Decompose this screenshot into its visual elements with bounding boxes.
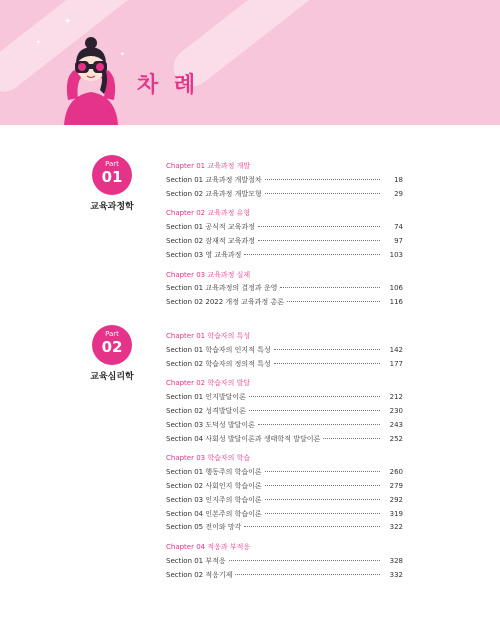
leader-dots	[244, 254, 380, 255]
section-title: Section 01 교육과정 개발절차	[166, 175, 262, 184]
binoculars-figure-illustration	[52, 30, 130, 125]
toc-entry[interactable]	[166, 466, 403, 480]
toc-entry[interactable]	[166, 419, 403, 433]
page-number: 177	[389, 359, 403, 368]
page-number: 29	[394, 189, 403, 198]
toc-entry[interactable]	[166, 391, 403, 405]
leader-dots	[280, 287, 380, 288]
toc-part-02	[166, 330, 403, 583]
part-title: 교육과정학	[90, 202, 134, 212]
page-title: 차 례	[137, 73, 200, 98]
section-title: Section 02 교육과정 개발모형	[166, 189, 262, 198]
leader-dots	[265, 179, 380, 180]
toc-entry[interactable]	[166, 521, 403, 535]
section-title: Section 01 학습자의 인지적 특성	[166, 345, 271, 354]
page-number: 260	[389, 468, 403, 477]
leader-dots	[274, 349, 380, 350]
part-title: 교육심리학	[90, 372, 134, 382]
section-title: Section 02 사회인지 학습이론	[166, 481, 262, 490]
star-icon: ✦	[64, 17, 72, 27]
toc-entry[interactable]	[166, 188, 403, 202]
chapter-heading[interactable]: Chapter 01 학습자의 특성	[166, 332, 251, 340]
page-number: 103	[389, 250, 403, 259]
leader-dots	[229, 560, 380, 561]
page-number: 106	[389, 284, 403, 293]
toc-entry[interactable]	[166, 344, 403, 358]
page-number: 18	[394, 175, 403, 184]
page-header	[0, 0, 500, 125]
part-label: Part	[105, 160, 119, 168]
page-number: 328	[389, 556, 403, 565]
leader-dots	[274, 363, 380, 364]
part-badge	[92, 155, 132, 195]
page-number: 319	[389, 509, 403, 518]
section-title: Section 03 도덕성 발달이론	[166, 420, 255, 429]
section-title: Section 02 성격발달이론	[166, 406, 246, 415]
page-number: 292	[389, 495, 403, 504]
toc-entry[interactable]	[166, 569, 403, 583]
part-label: Part	[105, 330, 119, 338]
section-title: Section 02 2022 개정 교육과정 총론	[166, 298, 284, 307]
section-title: Section 01 인지발달이론	[166, 393, 246, 402]
toc-entry[interactable]	[166, 433, 403, 447]
section-title: Section 01 행동주의 학습이론	[166, 468, 262, 477]
leader-dots	[258, 226, 380, 227]
chapter-heading[interactable]: Chapter 03 교육과정 실제	[166, 270, 251, 279]
chapter-heading[interactable]: Chapter 02 교육과정 유형	[166, 209, 251, 218]
leader-dots	[265, 485, 380, 486]
section-title: Section 01 공식적 교육과정	[166, 223, 255, 232]
page-number: 230	[389, 406, 403, 415]
toc-entry[interactable]	[166, 282, 403, 296]
toc-part-01	[166, 160, 403, 310]
leader-dots	[265, 499, 380, 500]
section-title: Section 01 교육과정의 결정과 운영	[166, 284, 278, 293]
toc-entry[interactable]	[166, 249, 403, 263]
toc-entry[interactable]	[166, 296, 403, 310]
leader-dots	[265, 471, 380, 472]
section-title: Section 02 잠재적 교육과정	[166, 236, 255, 245]
section-title: Section 01 부적응	[166, 556, 226, 565]
chapter-heading[interactable]: Chapter 04 적응과 부적응	[166, 543, 251, 552]
section-title: Section 04 인본주의 학습이론	[166, 509, 262, 518]
page-number: 279	[389, 481, 403, 490]
star-icon: ✦	[120, 51, 126, 58]
leader-dots	[265, 513, 380, 514]
part-number: 01	[101, 168, 123, 186]
toc-entry[interactable]	[166, 358, 403, 372]
page-number: 243	[389, 420, 403, 429]
toc-entry[interactable]	[166, 494, 403, 508]
chapter-heading[interactable]: Chapter 01 교육과정 개발	[166, 162, 251, 170]
page-number: 116	[389, 298, 403, 307]
section-title: Section 03 인지주의 학습이론	[166, 495, 262, 504]
chapter-heading[interactable]: Chapter 02 학습자의 발달	[166, 379, 251, 388]
page-number: 332	[389, 570, 403, 579]
page-number: 142	[389, 345, 403, 354]
leader-dots	[287, 301, 380, 302]
toc-entry[interactable]	[166, 508, 403, 522]
toc-entry[interactable]	[166, 480, 403, 494]
toc-entry[interactable]	[166, 221, 403, 235]
leader-dots	[249, 396, 380, 397]
leader-dots	[258, 240, 380, 241]
part-badge	[92, 325, 132, 365]
part-number: 02	[101, 338, 123, 356]
leader-dots	[258, 424, 380, 425]
page-number: 97	[394, 236, 403, 245]
chapter-heading[interactable]: Chapter 03 학습자의 학습	[166, 454, 251, 463]
leader-dots	[244, 526, 380, 527]
section-title: Section 02 적응기제	[166, 570, 233, 579]
header-stripe	[166, 0, 394, 94]
section-title: Section 05 전이와 망각	[166, 523, 242, 532]
leader-dots	[323, 438, 380, 439]
section-title: Section 03 영 교육과정	[166, 250, 242, 259]
page-number: 252	[389, 434, 403, 443]
leader-dots	[235, 574, 380, 575]
toc-entry[interactable]	[166, 405, 403, 419]
star-icon: ✦	[36, 39, 42, 46]
toc-entry[interactable]	[166, 555, 403, 569]
leader-dots	[265, 193, 380, 194]
toc-entry[interactable]	[166, 235, 403, 249]
page-number: 322	[389, 523, 403, 532]
section-title: Section 02 학습자의 정의적 특성	[166, 359, 271, 368]
section-title: Section 04 사회성 발달이론과 생태학적 발달이론	[166, 434, 321, 443]
page-number: 74	[394, 223, 403, 232]
page-number: 212	[389, 393, 403, 402]
toc-entry[interactable]	[166, 174, 403, 188]
leader-dots	[249, 410, 380, 411]
